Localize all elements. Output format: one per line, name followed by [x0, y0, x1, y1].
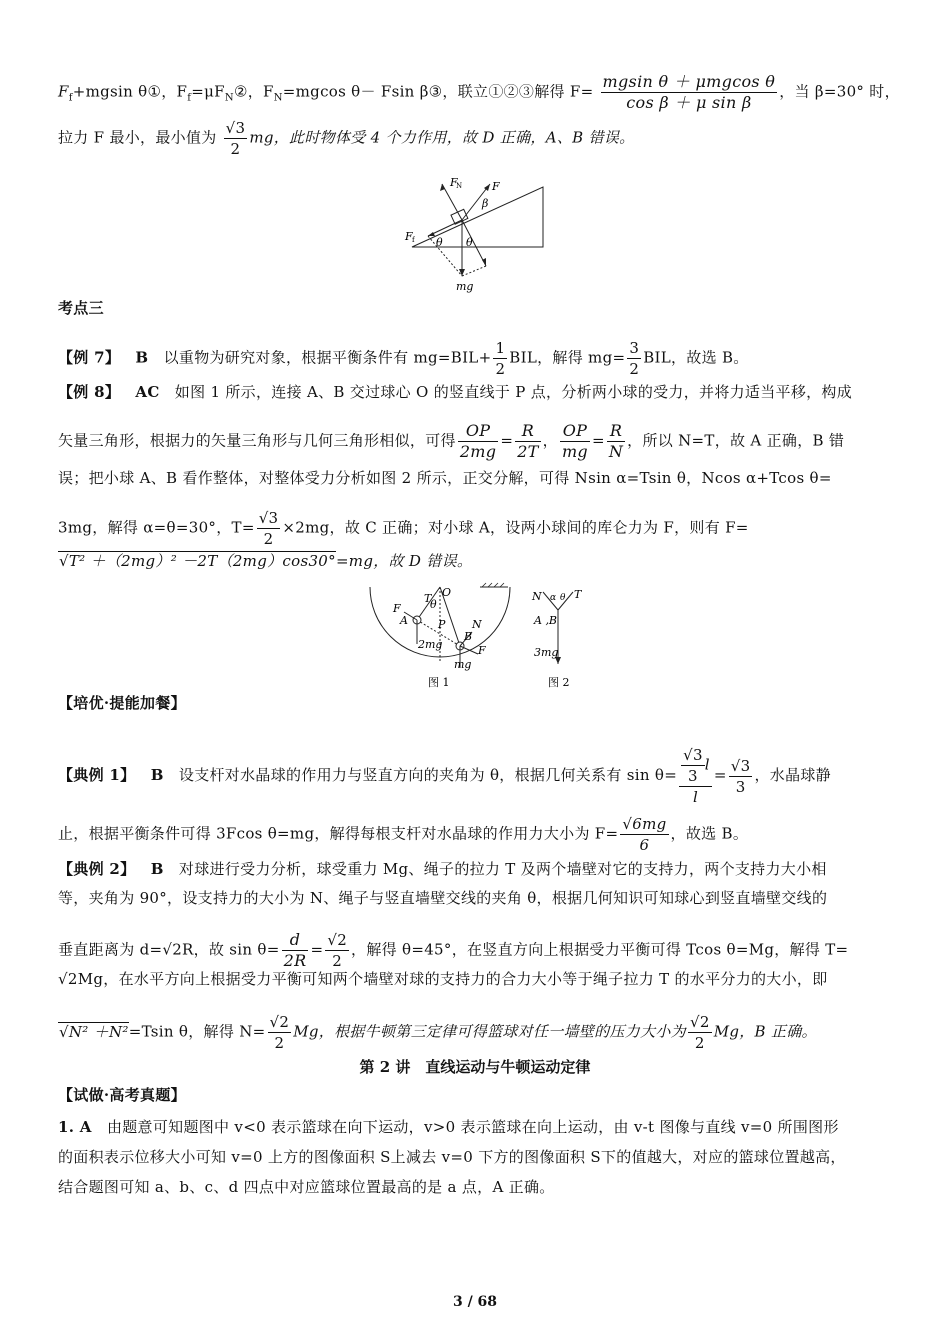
text: ，故选 B。 [670, 824, 749, 843]
text: ，当 β=30° 时， [779, 82, 900, 101]
typical-example-2: √2Mg，在水平方向上根据受力平衡可知两个墙壁对球的支持力的合力大小等于绳子拉力 T 的水平分力的大小，即 [58, 970, 828, 988]
text: BIL，故选 B。 [643, 348, 749, 367]
fraction: $\frac{√2}{2}$ [269, 1013, 290, 1052]
answer: B [150, 860, 164, 878]
text: ，解得 θ=45°，在竖直方向上根据受力平衡可得 Tcos θ=Mg，解得 T= [351, 940, 849, 959]
text: 以重物为研究对象，根据平衡条件有 mg=BIL+ [163, 348, 492, 367]
label-n: N [532, 590, 542, 603]
text: ，水晶球静 [754, 766, 831, 784]
example-tag: 【例 7】 [58, 348, 121, 367]
incline-force-diagram [400, 170, 550, 295]
label-a: A [400, 614, 408, 627]
section-heading: 【试做·高考真题】 [58, 1086, 186, 1104]
text: BIL，解得 mg= [509, 348, 626, 367]
text: ，所以 N=T，故 A 正确，B 错 [627, 431, 845, 450]
label-t: T [424, 592, 432, 605]
label-2mg: 2mg [418, 638, 443, 651]
label-ff: F [405, 230, 413, 243]
typical-example-2 [58, 858, 898, 880]
label-n: N [472, 618, 482, 631]
label-fn: F [450, 176, 458, 189]
label-f: F [492, 180, 500, 193]
label-beta: β [482, 197, 489, 210]
text: F [58, 82, 69, 101]
text: 设支杆对水晶球的作用力与竖直方向的夹角为 θ，根据几何关系有 sin θ= [178, 766, 678, 784]
text: ②，F [233, 82, 274, 101]
text: =mg，故 D 错误。 [335, 552, 473, 570]
example-tag: 【例 8】 [58, 383, 121, 401]
page-number: 3 / 68 [452, 1294, 498, 1310]
answer: B [135, 348, 149, 367]
question-1: 的面积表示位移大小可知 v=0 上方的图像面积 S上减去 v=0 下方的图像面积 S下的值越大，对应的篮球位置越高， [58, 1148, 846, 1166]
example-8-line [58, 508, 898, 549]
question-1: 结合题图可知 a、b、c、d 四点中对应篮球位置最高的是 a 点，A 正确。 [58, 1178, 555, 1196]
example-8-line: 误；把小球 A、B 看作整体，对整体受力分析如图 2 所示，正交分解，可得 Nsin α=Tsin θ，Ncos α+Tcos θ= [58, 469, 832, 487]
label-3mg: 3mg [534, 646, 559, 659]
typical-example-2 [58, 1012, 898, 1053]
text: 矢量三角形，根据力的矢量三角形与几何三角形相似，可得 [58, 431, 456, 450]
text: =mgcos θ－ Fsin β③，联立①②③解得 F= [282, 82, 594, 101]
solution-line [58, 72, 898, 113]
example-8-line [58, 550, 898, 572]
section-heading: 考点三 [58, 299, 104, 317]
typical-example-1: 【典例 1】 B 设支杆对水晶球的作用力与竖直方向的夹角为 θ，根据几何关系有 sin θ= $\frac{√3}{3}$ l l = $\frac{√3}{3}$ ，水晶球静 [58, 746, 831, 806]
text: 由题意可知题图中 v<0 表示篮球在向下运动，v>0 表示篮球在向上运动，由 v-t 图像与直线 v=0 所围图形 [106, 1118, 839, 1136]
fraction: $\frac{OP}{2mg}$ [459, 421, 497, 461]
compound-fraction: $\frac{√3}{3}$ l l [679, 745, 712, 807]
answer: AC [135, 383, 160, 401]
fraction: $\frac{1}{2}$ [495, 339, 506, 378]
text: 垂直距离为 d=√2R，故 sin θ= [58, 940, 280, 959]
label-theta: θ [466, 236, 473, 249]
example-7 [58, 338, 898, 379]
subscript: N [273, 92, 283, 104]
text: mg，此时物体受 4 个力作用，故 D 正确，A、B 错误。 [249, 128, 635, 147]
label-f: F [393, 602, 401, 615]
question-1 [58, 1116, 898, 1138]
text: ×2mg，故 C 正确；对小球 A，设两小球间的库仑力为 F，则有 F= [282, 518, 749, 537]
example-tag: 【典例 2】 [58, 860, 136, 878]
text: =Tsin θ，解得 N= [128, 1022, 266, 1041]
text: =μF [191, 82, 225, 101]
sqrt-expression: √T² ＋（2mg）² －2T（2mg）cos30° [59, 552, 336, 570]
text: Mg，B 正确。 [713, 1022, 817, 1041]
fraction: $\frac{d}{2R}$ [283, 930, 307, 970]
label-ff-sub: f [412, 236, 415, 244]
example-8-line: 矢量三角形，根据力的矢量三角形与几何三角形相似，可得 $\frac{OP}{2mg}$ = $\frac{R}{2T}$ ， $\frac{OP}{mg}$ = $\frac{R}{N}$ ，所以 N=T，故 A 正确，B 错 [58, 421, 845, 461]
answer: B [150, 766, 164, 784]
fraction: $\frac{√3}{2}$ [225, 119, 246, 158]
fraction: $\frac{√6mg}{6}$ [622, 815, 667, 854]
label-f: F [478, 644, 486, 657]
label-p: P [438, 618, 446, 631]
sqrt-expression: √N² ＋N² [59, 1022, 129, 1041]
typical-example-1 [58, 814, 898, 855]
fraction: $\frac{√2}{2}$ [327, 931, 348, 970]
label-theta: θ [436, 236, 443, 249]
fraction: $\frac{√3}{2}$ [258, 509, 279, 548]
text: 3mg，解得 α=θ=30°，T= [58, 518, 255, 537]
section-heading: 【培优·提能加餐】 [58, 694, 186, 712]
text: 如图 1 所示，连接 A、B 交过球心 O 的竖直线于 P 点，分析两小球的受力，并将力适当平移，构成 [174, 383, 853, 401]
figure-caption: 图 1 [428, 676, 450, 689]
label-t: T [574, 588, 582, 601]
example-tag: 【典例 1】 [58, 766, 136, 784]
fraction: $\frac{√2}{2}$ [689, 1013, 710, 1052]
bowl-diagram [360, 582, 600, 692]
example-8-line [58, 381, 898, 403]
label-o: O [442, 586, 452, 599]
label-b: B [464, 630, 473, 643]
text: 止，根据平衡条件可得 3Fcos θ=mg，解得每根支杆对水晶球的作用力大小为 F= [58, 824, 619, 843]
fraction: $\frac{\text{mgsin θ ＋ μmgcos θ}}{\text{cos β ＋ μ sin β}}$ [602, 72, 776, 112]
question-number: 1. A [58, 1118, 92, 1136]
text: 对球进行受力分析，球受重力 Mg、绳子的拉力 T 及两个墙壁对它的支持力，两个支持力大小相 [178, 860, 827, 878]
typical-example-2: 垂直距离为 d=√2R，故 sin θ= $\frac{d}{2R}$ = $\frac{√2}{2}$ ，解得 θ=45°，在竖直方向上根据受力平衡可得 Tcos θ=Mg，解得 T= [58, 930, 849, 970]
subscript: f [187, 92, 192, 104]
label-theta: θ [430, 598, 437, 611]
fraction: $\frac{√3}{3}$ [730, 756, 751, 796]
text: 拉力 F 最小，最小值为 [58, 128, 217, 147]
subscript: f [68, 92, 73, 104]
label-mg: mg [456, 280, 474, 293]
label-alpha: α [550, 593, 557, 603]
label-theta: θ [560, 593, 566, 603]
solution-line [58, 118, 898, 159]
fraction: $\frac{R}{N}$ [608, 421, 624, 461]
typical-example-2: 等，夹角为 90°，设支持力的大小为 N、绳子与竖直墙壁交线的夹角 θ，根据几何知识可知球心到竖直墙壁交线的 [58, 889, 828, 907]
text: Mg，根据牛顿第三定律可得篮球对任一墙壁的压力大小为 [293, 1022, 686, 1041]
figure-caption: 图 2 [548, 676, 570, 689]
label-ab: A ,B [534, 614, 558, 627]
subscript: N [224, 92, 234, 104]
text: +mgsin θ①，F [72, 82, 188, 101]
lecture-title: 第 2 讲 直线运动与牛顿运动定律 [359, 1058, 591, 1076]
fraction: $\frac{OP}{mg}$ [561, 421, 588, 461]
fraction: $\frac{R}{2T}$ [517, 421, 539, 461]
label-fn-sub: N [456, 182, 463, 190]
label-mg: mg [454, 658, 472, 671]
fraction: $\frac{3}{2}$ [629, 339, 640, 378]
